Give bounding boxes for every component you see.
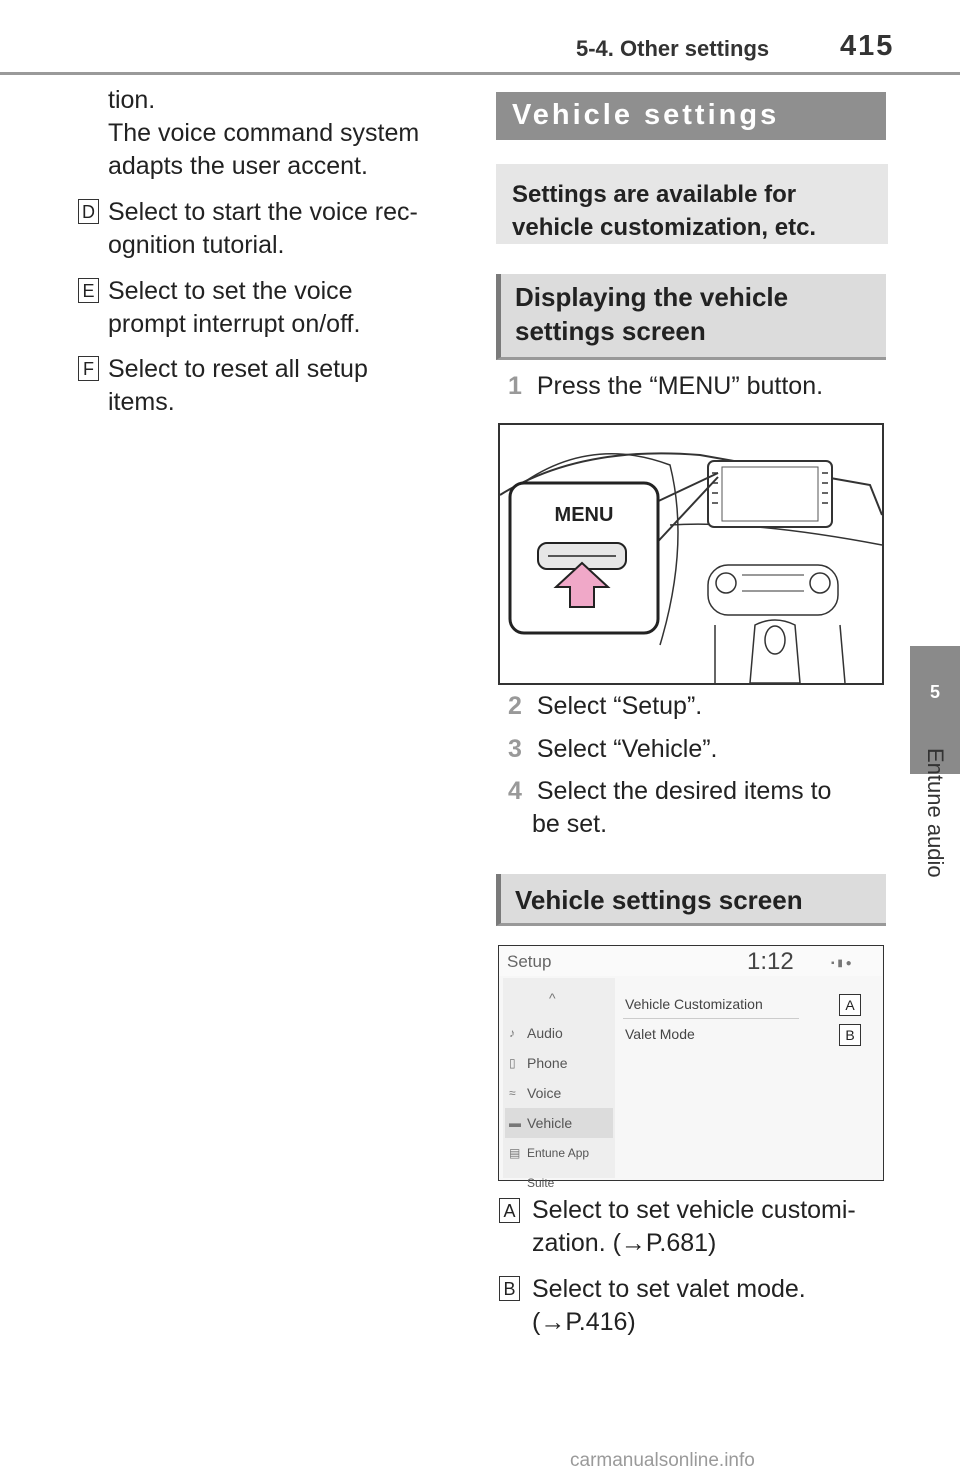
voice-icon: ≈ — [509, 1086, 516, 1100]
badge-e: E — [78, 278, 99, 303]
section-header: 5-4. Other settings — [576, 36, 770, 61]
summary-line-1: Settings are available for — [512, 181, 797, 208]
screen-title: Setup — [507, 952, 552, 971]
item-f-line2: items. — [108, 388, 175, 416]
sidebar-item-voice: Voice — [527, 1085, 562, 1101]
step-text: Select the desired items to — [536, 777, 832, 805]
displaying-line-2: settings screen — [515, 316, 706, 346]
summary-box — [496, 164, 888, 244]
intro-text-3: adapts the user accent. — [108, 152, 368, 180]
step-number: 2 — [508, 692, 522, 720]
summary-line-2: vehicle customization, etc. — [512, 214, 817, 241]
displaying-line-1: Displaying the vehicle — [515, 282, 789, 312]
item-e-line2: prompt interrupt on/off. — [108, 310, 361, 338]
step-4 — [508, 775, 831, 808]
step-3 — [508, 733, 718, 766]
screen-badge-b: B — [839, 1024, 861, 1046]
step-number: 3 — [508, 735, 522, 763]
status-icons: ▪ ▮ ● — [831, 958, 852, 969]
divider — [623, 1018, 799, 1019]
badge-d: D — [78, 199, 99, 224]
step-text: Press the “MENU” button. — [536, 372, 824, 400]
option-valet-mode: Valet Mode — [625, 1026, 695, 1042]
sidebar-item-vehicle: Vehicle — [505, 1108, 613, 1138]
subsection-screen: Vehicle settings screen — [496, 874, 886, 926]
screen-badge-a: A — [839, 994, 861, 1016]
step-4-cont: be set. — [532, 810, 608, 838]
badge-b: B — [499, 1276, 520, 1301]
badge-a: A — [499, 1198, 520, 1223]
intro-text-1: tion. — [108, 86, 156, 114]
screen-time: 1:12 — [747, 948, 794, 975]
chapter-label-wrap — [918, 748, 952, 908]
screen-header — [499, 946, 882, 976]
step-2 — [508, 690, 702, 723]
chapter-number: 5 — [929, 682, 940, 702]
note-b-line1: Select to set valet mode. — [532, 1275, 806, 1303]
note-a-line1: Select to set vehicle customi- — [532, 1196, 856, 1224]
item-d-line2: ognition tutorial. — [108, 231, 285, 259]
entune-icon: ▤ — [509, 1146, 521, 1160]
sidebar-item-audio: Audio — [527, 1025, 563, 1041]
step-number: 1 — [508, 372, 522, 400]
setup-screen-illustration — [498, 945, 884, 1190]
note-a-line2: zation. (→P.681) — [532, 1229, 717, 1257]
phone-icon: ▯ — [509, 1056, 516, 1070]
vehicle-icon: ▬ — [509, 1116, 521, 1130]
sidebar-item-entune: Entune App Suite — [527, 1146, 590, 1190]
watermark: carmanualsonline.info — [570, 1450, 755, 1471]
item-e-line1: Select to set the voice — [108, 277, 353, 305]
note-b-line2: (→P.416) — [532, 1308, 636, 1336]
section-title: Vehicle settings — [496, 92, 886, 140]
step-text: Select “Setup”. — [536, 692, 703, 720]
option-vehicle-customization: Vehicle Customization — [625, 996, 763, 1012]
item-f-line1: Select to reset all setup — [108, 355, 368, 383]
intro-text-2: The voice command system — [108, 119, 420, 147]
item-d-line1: Select to start the voice rec- — [108, 198, 418, 226]
sidebar-item-phone: Phone — [527, 1055, 568, 1071]
audio-icon: ♪ — [509, 1026, 515, 1040]
page-number: 415 — [840, 30, 895, 62]
badge-f: F — [78, 356, 99, 381]
dashboard-drawing — [500, 425, 882, 683]
chevron-up-icon: ^ — [549, 990, 556, 1006]
step-text: Select “Vehicle”. — [536, 735, 718, 763]
dashboard-illustration — [498, 423, 884, 685]
menu-button-label: MENU — [554, 504, 614, 526]
chapter-label: Entune audio — [923, 748, 948, 878]
step-1 — [508, 370, 823, 403]
header-rule — [0, 72, 960, 75]
step-number: 4 — [508, 777, 522, 805]
subsection-displaying — [496, 274, 886, 360]
